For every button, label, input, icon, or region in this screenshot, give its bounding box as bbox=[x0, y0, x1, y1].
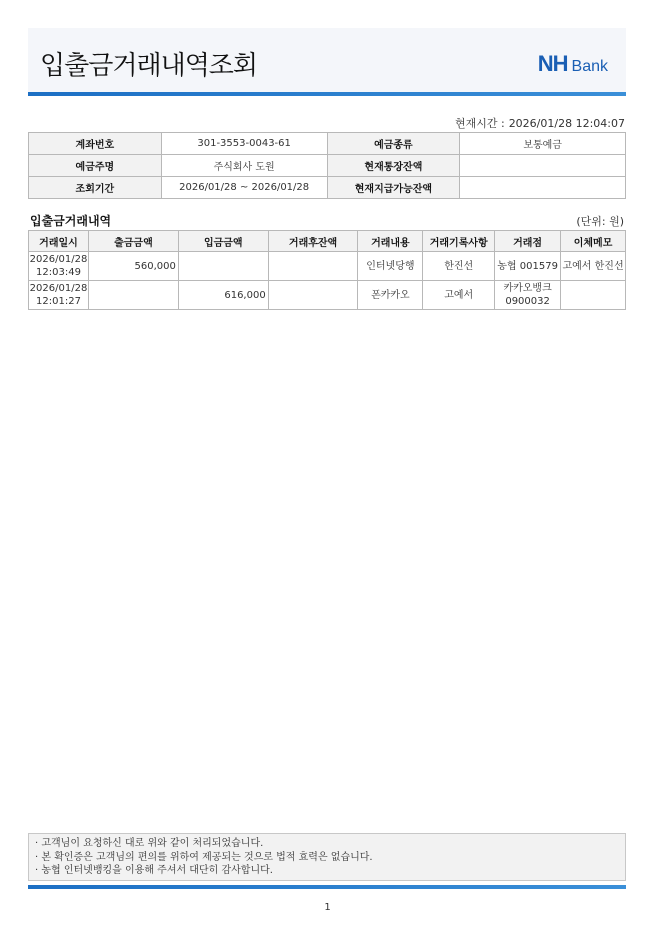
page-header bbox=[28, 28, 626, 92]
account-no-label: 계좌번호 bbox=[29, 133, 162, 155]
notice-line: · 본 확인증은 고객님의 편의를 위하여 제공되는 것으로 법적 효력은 없습니다. bbox=[35, 851, 373, 863]
current-time-label: 현재시간 : bbox=[454, 117, 505, 130]
account-no-value: 301-3553-0043-61 bbox=[161, 133, 327, 155]
tx-branch-name: 카카오뱅크 bbox=[503, 283, 552, 294]
tx-branch bbox=[495, 281, 561, 310]
tx-datetime bbox=[29, 281, 89, 310]
column-header: 거래점 bbox=[495, 231, 561, 252]
tx-deposit bbox=[178, 252, 268, 281]
column-header: 거래후잔액 bbox=[268, 231, 358, 252]
owner-value: 주식회사 도원 bbox=[161, 155, 327, 177]
tx-balance bbox=[268, 281, 358, 310]
logo-bank-text: Bank bbox=[571, 58, 608, 75]
tx-balance bbox=[268, 252, 358, 281]
tx-deposit: 616,000 bbox=[178, 281, 268, 310]
period-value: 2026/01/28 ~ 2026/01/28 bbox=[161, 177, 327, 199]
table-header-row bbox=[29, 231, 626, 252]
tx-record: 한진선 bbox=[423, 252, 495, 281]
owner-label: 예금주명 bbox=[29, 155, 162, 177]
column-header: 거래일시 bbox=[29, 231, 89, 252]
notice-box bbox=[28, 833, 626, 881]
tx-branch-code: 0900032 bbox=[505, 296, 550, 307]
transactions-table bbox=[28, 230, 626, 310]
column-header: 입금금액 bbox=[178, 231, 268, 252]
tx-withdraw: 560,000 bbox=[88, 252, 178, 281]
current-time-value: 2026/01/28 12:04:07 bbox=[508, 117, 625, 130]
column-header: 거래내용 bbox=[358, 231, 423, 252]
book-balance-value bbox=[460, 155, 626, 177]
page-title: 입출금거래내역조회 bbox=[40, 51, 258, 81]
tx-record: 고예서 bbox=[423, 281, 495, 310]
logo-nh-text: NH bbox=[537, 51, 568, 76]
column-header: 이체메모 bbox=[561, 231, 626, 252]
book-balance-label: 현재통장잔액 bbox=[327, 155, 460, 177]
column-header: 출금금액 bbox=[88, 231, 178, 252]
tx-datetime bbox=[29, 252, 89, 281]
tx-memo: 고예서 한진선 bbox=[561, 252, 626, 281]
tx-time: 12:03:49 bbox=[36, 267, 81, 278]
tx-date: 2026/01/28 bbox=[29, 254, 88, 265]
table-row bbox=[29, 281, 626, 310]
available-balance-value bbox=[460, 177, 626, 199]
tx-date: 2026/01/28 bbox=[29, 283, 88, 294]
tx-content: 인터넷당행 bbox=[358, 252, 423, 281]
nh-bank-logo bbox=[538, 51, 608, 77]
notice-line: · 농협 인터넷뱅킹을 이용해 주셔서 대단히 감사합니다. bbox=[35, 865, 273, 876]
footer-divider bbox=[28, 885, 626, 889]
period-label: 조회기간 bbox=[29, 177, 162, 199]
header-divider bbox=[28, 92, 626, 96]
transactions-section-title: 입출금거래내역 bbox=[30, 214, 112, 228]
tx-withdraw bbox=[88, 281, 178, 310]
tx-time: 12:01:27 bbox=[36, 296, 81, 307]
deposit-type-value: 보통예금 bbox=[460, 133, 626, 155]
current-time bbox=[455, 115, 625, 131]
available-balance-label: 현재지급가능잔액 bbox=[327, 177, 460, 199]
tx-content: 폰카카오 bbox=[358, 281, 423, 310]
tx-branch-name: 농협 001579 bbox=[497, 260, 558, 272]
page-number: 1 bbox=[324, 902, 331, 913]
account-info-table bbox=[28, 132, 626, 199]
table-row bbox=[29, 252, 626, 281]
unit-label: (단위: 원) bbox=[576, 215, 624, 228]
deposit-type-label: 예금종류 bbox=[327, 133, 460, 155]
notice-line: · 고객님이 요청하신 대로 위와 같이 처리되었습니다. bbox=[35, 838, 264, 849]
tx-branch bbox=[495, 252, 561, 281]
column-header: 거래기록사항 bbox=[423, 231, 495, 252]
tx-memo bbox=[561, 281, 626, 310]
